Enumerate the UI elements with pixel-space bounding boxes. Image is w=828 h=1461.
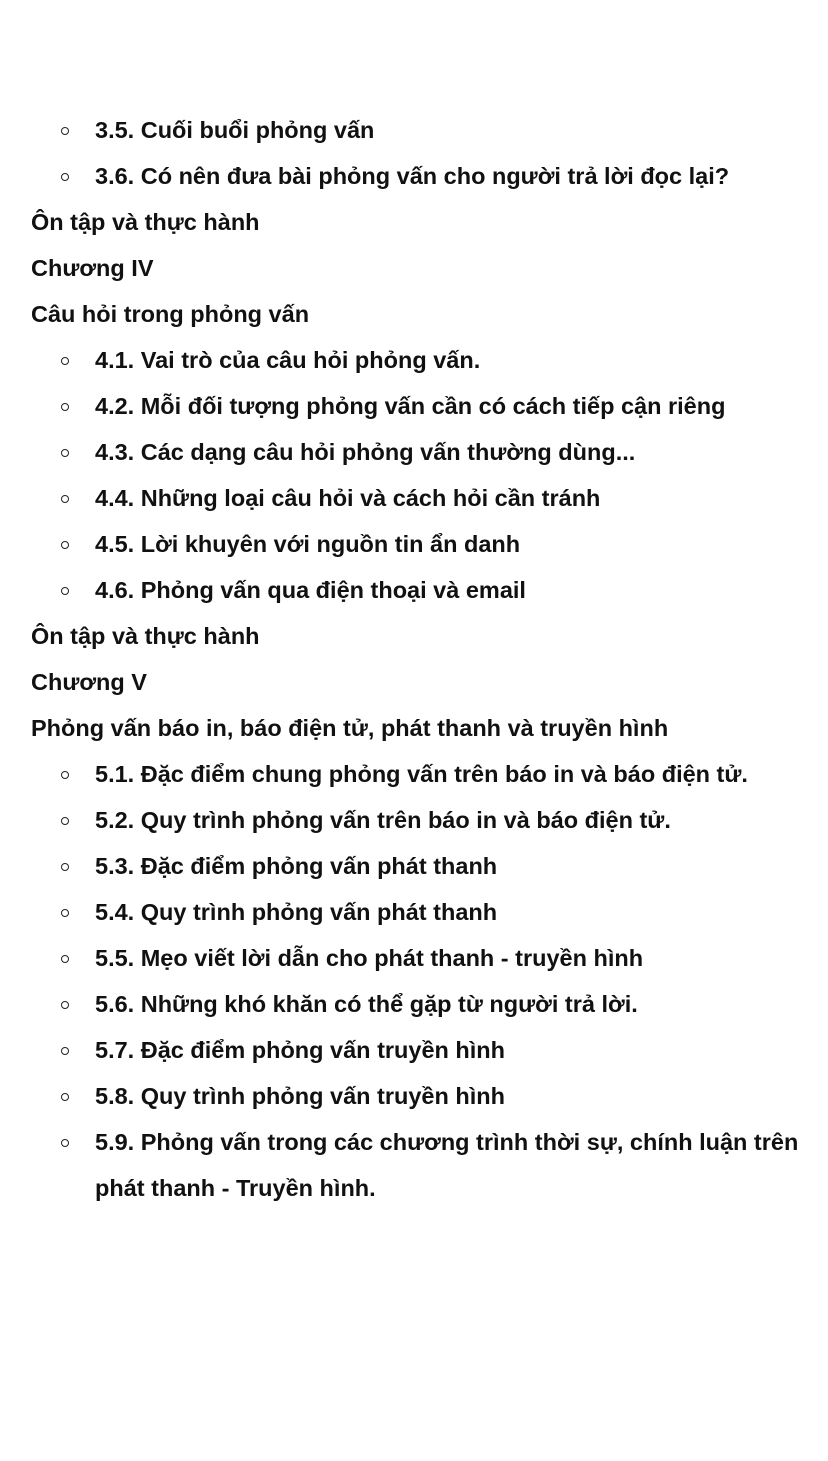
toc-item-4-5[interactable] [0, 521, 828, 567]
toc-item-label: 3.6. Có nên đưa bài phỏng vấn cho người trả lời đọc lại? [95, 163, 730, 189]
toc-item-label: 5.2. Quy trình phỏng vấn trên báo in và báo điện tử. [95, 807, 671, 833]
circle-bullet-icon [61, 1001, 69, 1009]
circle-bullet-icon [61, 357, 69, 365]
toc-item-label: 5.1. Đặc điểm chung phỏng vấn trên báo in và báo điện tử. [95, 761, 748, 787]
toc-item-5-5[interactable] [0, 935, 828, 981]
toc-item-label: 5.4. Quy trình phỏng vấn phát thanh [95, 899, 498, 925]
circle-bullet-icon [61, 817, 69, 825]
toc-item-3-6[interactable] [0, 153, 828, 199]
toc-item-label: 4.3. Các dạng câu hỏi phỏng vấn thường dùng... [95, 439, 636, 465]
toc-item-label: 5.5. Mẹo viết lời dẫn cho phát thanh - truyền hình [95, 945, 644, 971]
circle-bullet-icon [61, 449, 69, 457]
circle-bullet-icon [61, 1047, 69, 1055]
circle-bullet-icon [61, 403, 69, 411]
toc-item-label: 4.5. Lời khuyên với nguồn tin ẩn danh [95, 531, 521, 557]
toc-item-4-6[interactable] [0, 567, 828, 613]
toc-item-5-1[interactable] [0, 751, 828, 797]
toc-heading-review[interactable]: Ôn tập và thực hành [31, 209, 260, 235]
toc-item-label: 4.2. Mỗi đối tượng phỏng vấn cần có cách tiếp cận riêng [95, 393, 726, 419]
toc-item-label: 4.6. Phỏng vấn qua điện thoại và email [95, 577, 526, 603]
circle-bullet-icon [61, 1139, 69, 1147]
toc-item-5-7[interactable] [0, 1027, 828, 1073]
table-of-contents [0, 107, 828, 1211]
toc-item-5-4[interactable] [0, 889, 828, 935]
circle-bullet-icon [61, 541, 69, 549]
toc-item-label: 5.8. Quy trình phỏng vấn truyền hình [95, 1083, 505, 1109]
toc-heading-review[interactable]: Ôn tập và thực hành [31, 623, 260, 649]
circle-bullet-icon [61, 863, 69, 871]
circle-bullet-icon [61, 127, 69, 135]
toc-item-4-3[interactable] [0, 429, 828, 475]
circle-bullet-icon [61, 955, 69, 963]
circle-bullet-icon [61, 587, 69, 595]
toc-heading-chapter-4[interactable]: Chương IV [31, 255, 154, 281]
toc-item-5-9[interactable] [0, 1119, 815, 1211]
toc-item-label: 5.9. Phỏng vấn trong các chương trình thời sự, chính luận trên phát thanh - Truyền hình. [95, 1129, 799, 1201]
toc-item-label: 5.7. Đặc điểm phỏng vấn truyền hình [95, 1037, 506, 1063]
toc-item-5-2[interactable] [0, 797, 828, 843]
toc-heading-chapter-4-title[interactable]: Câu hỏi trong phỏng vấn [31, 301, 310, 327]
toc-item-4-4[interactable] [0, 475, 828, 521]
toc-item-label: 5.3. Đặc điểm phỏng vấn phát thanh [95, 853, 498, 879]
toc-item-5-6[interactable] [0, 981, 828, 1027]
toc-heading-chapter-5-title[interactable]: Phỏng vấn báo in, báo điện tử, phát thanh và truyền hình [31, 715, 669, 741]
toc-item-label: 5.6. Những khó khăn có thể gặp từ người trả lời. [95, 991, 638, 1017]
toc-item-label: 3.5. Cuối buổi phỏng vấn [95, 117, 375, 143]
circle-bullet-icon [61, 771, 69, 779]
toc-item-5-8[interactable] [0, 1073, 828, 1119]
toc-item-label: 4.1. Vai trò của câu hỏi phỏng vấn. [95, 347, 481, 373]
toc-item-4-1[interactable] [0, 337, 828, 383]
circle-bullet-icon [61, 1093, 69, 1101]
circle-bullet-icon [61, 909, 69, 917]
circle-bullet-icon [61, 495, 69, 503]
toc-item-4-2[interactable] [0, 383, 828, 429]
toc-item-5-3[interactable] [0, 843, 828, 889]
toc-item-label: 4.4. Những loại câu hỏi và cách hỏi cần tránh [95, 485, 601, 511]
toc-item-3-5[interactable] [0, 107, 828, 153]
toc-heading-chapter-5[interactable]: Chương V [31, 669, 147, 695]
circle-bullet-icon [61, 173, 69, 181]
